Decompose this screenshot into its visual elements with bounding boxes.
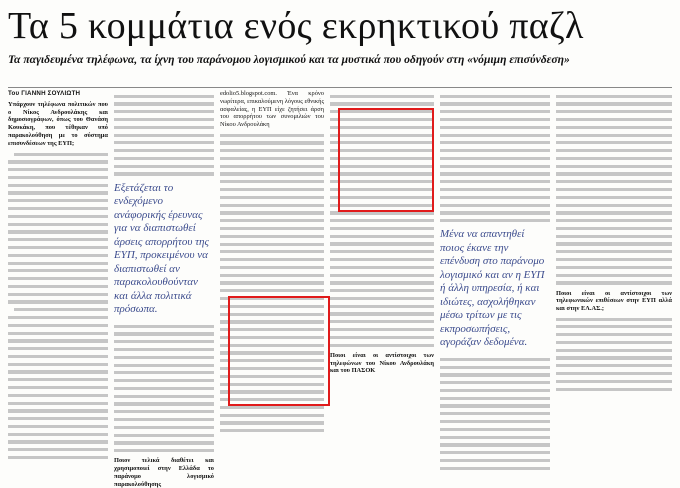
title-divider: [8, 87, 672, 88]
body-text: [556, 318, 672, 391]
lead-paragraph: Υπάρχουν τηλέφωνα πολιτικών που ο Νίκος Ανδρουλάκης και δημοσιογράφων, όπως του Θανάση Κουκάκη, που τέθηκαν υπό παρακολούθηση με το σύστημα επισυνδέσεων της ΕΥΠ;: [8, 100, 108, 147]
body-text: edolio5.blogspot.com. Ένα κρόνο νωρίτερα, επικαλούμενη λόγους εθνικής ασφαλείας, η ΕΥΠ είχε ζητήσει άρση του απορρήτου των συνομιλιών του Νίκου Ανδρουλάκη: [220, 90, 324, 129]
article-title: Τα 5 κομμάτια ενός εκρηκτικού παζλ: [8, 5, 584, 47]
article-byline: Του ΓΙΑΝΝΗ ΣΟΥΛΙΩΤΗ: [8, 90, 81, 97]
body-text: [114, 95, 214, 176]
highlight-box-top: [338, 108, 434, 212]
pull-quote: Εξετάζεται το ενδεχόμενο ανάφορικής έρευνας για να διαπιστωθεί άρσεις απορρήτου της ΕΥΠ, προκειμένου να διαπιστωθεί αν παρακολουθούνταν και άλλα πολιτικά πρόσωπα.: [114, 181, 209, 316]
body-text: [440, 358, 550, 470]
subheading: Ποιοι είναι οι αντίστοιχοι των τηλεφώνων του Νίκου Ανδρουλάκη και του ΠΑΣΟΚ: [330, 351, 434, 375]
article-subtitle: Τα παγιδευμένα τηλέφωνα, τα ίχνη του παράνομου λογισμικού και τα μυστικά που οδηγούν στη «νόμιμη επισύνδεση»: [8, 53, 570, 66]
article-column-5: [440, 90, 550, 435]
pull-quote: Μένα να απαντηθεί ποιος έκανε την επένδυση στο παράνομο λογισμικό και αν η ΕΥΠ ή άλλη υπηρεσία, ή και ιδιώτες, ασχολήθηκαν μέσω τρίτων με τις εκπροσωπήσεις, αγοράζαν δεδομένα.: [440, 228, 545, 349]
body-text: [114, 325, 214, 453]
subheading: Ποιον τελικά διαθέτει και χρησιμοποιεί στην Ελλάδα το παράνομο λογισμικό παρακολούθησης: [114, 457, 214, 488]
article-column-2: [114, 90, 214, 488]
article-column-6: [556, 90, 672, 435]
body-text: [556, 95, 672, 285]
highlight-box-bottom: [228, 296, 330, 406]
body-text: [440, 95, 550, 223]
body-text: [8, 153, 108, 460]
subheading: Ποιοι είναι οι αντίστοιχοι των τηλεφωνικών επιθέσεων στην ΕΥΠ αλλά και στην ΕΛ.ΑΣ.;: [556, 289, 672, 313]
article-column-1: [8, 90, 108, 435]
